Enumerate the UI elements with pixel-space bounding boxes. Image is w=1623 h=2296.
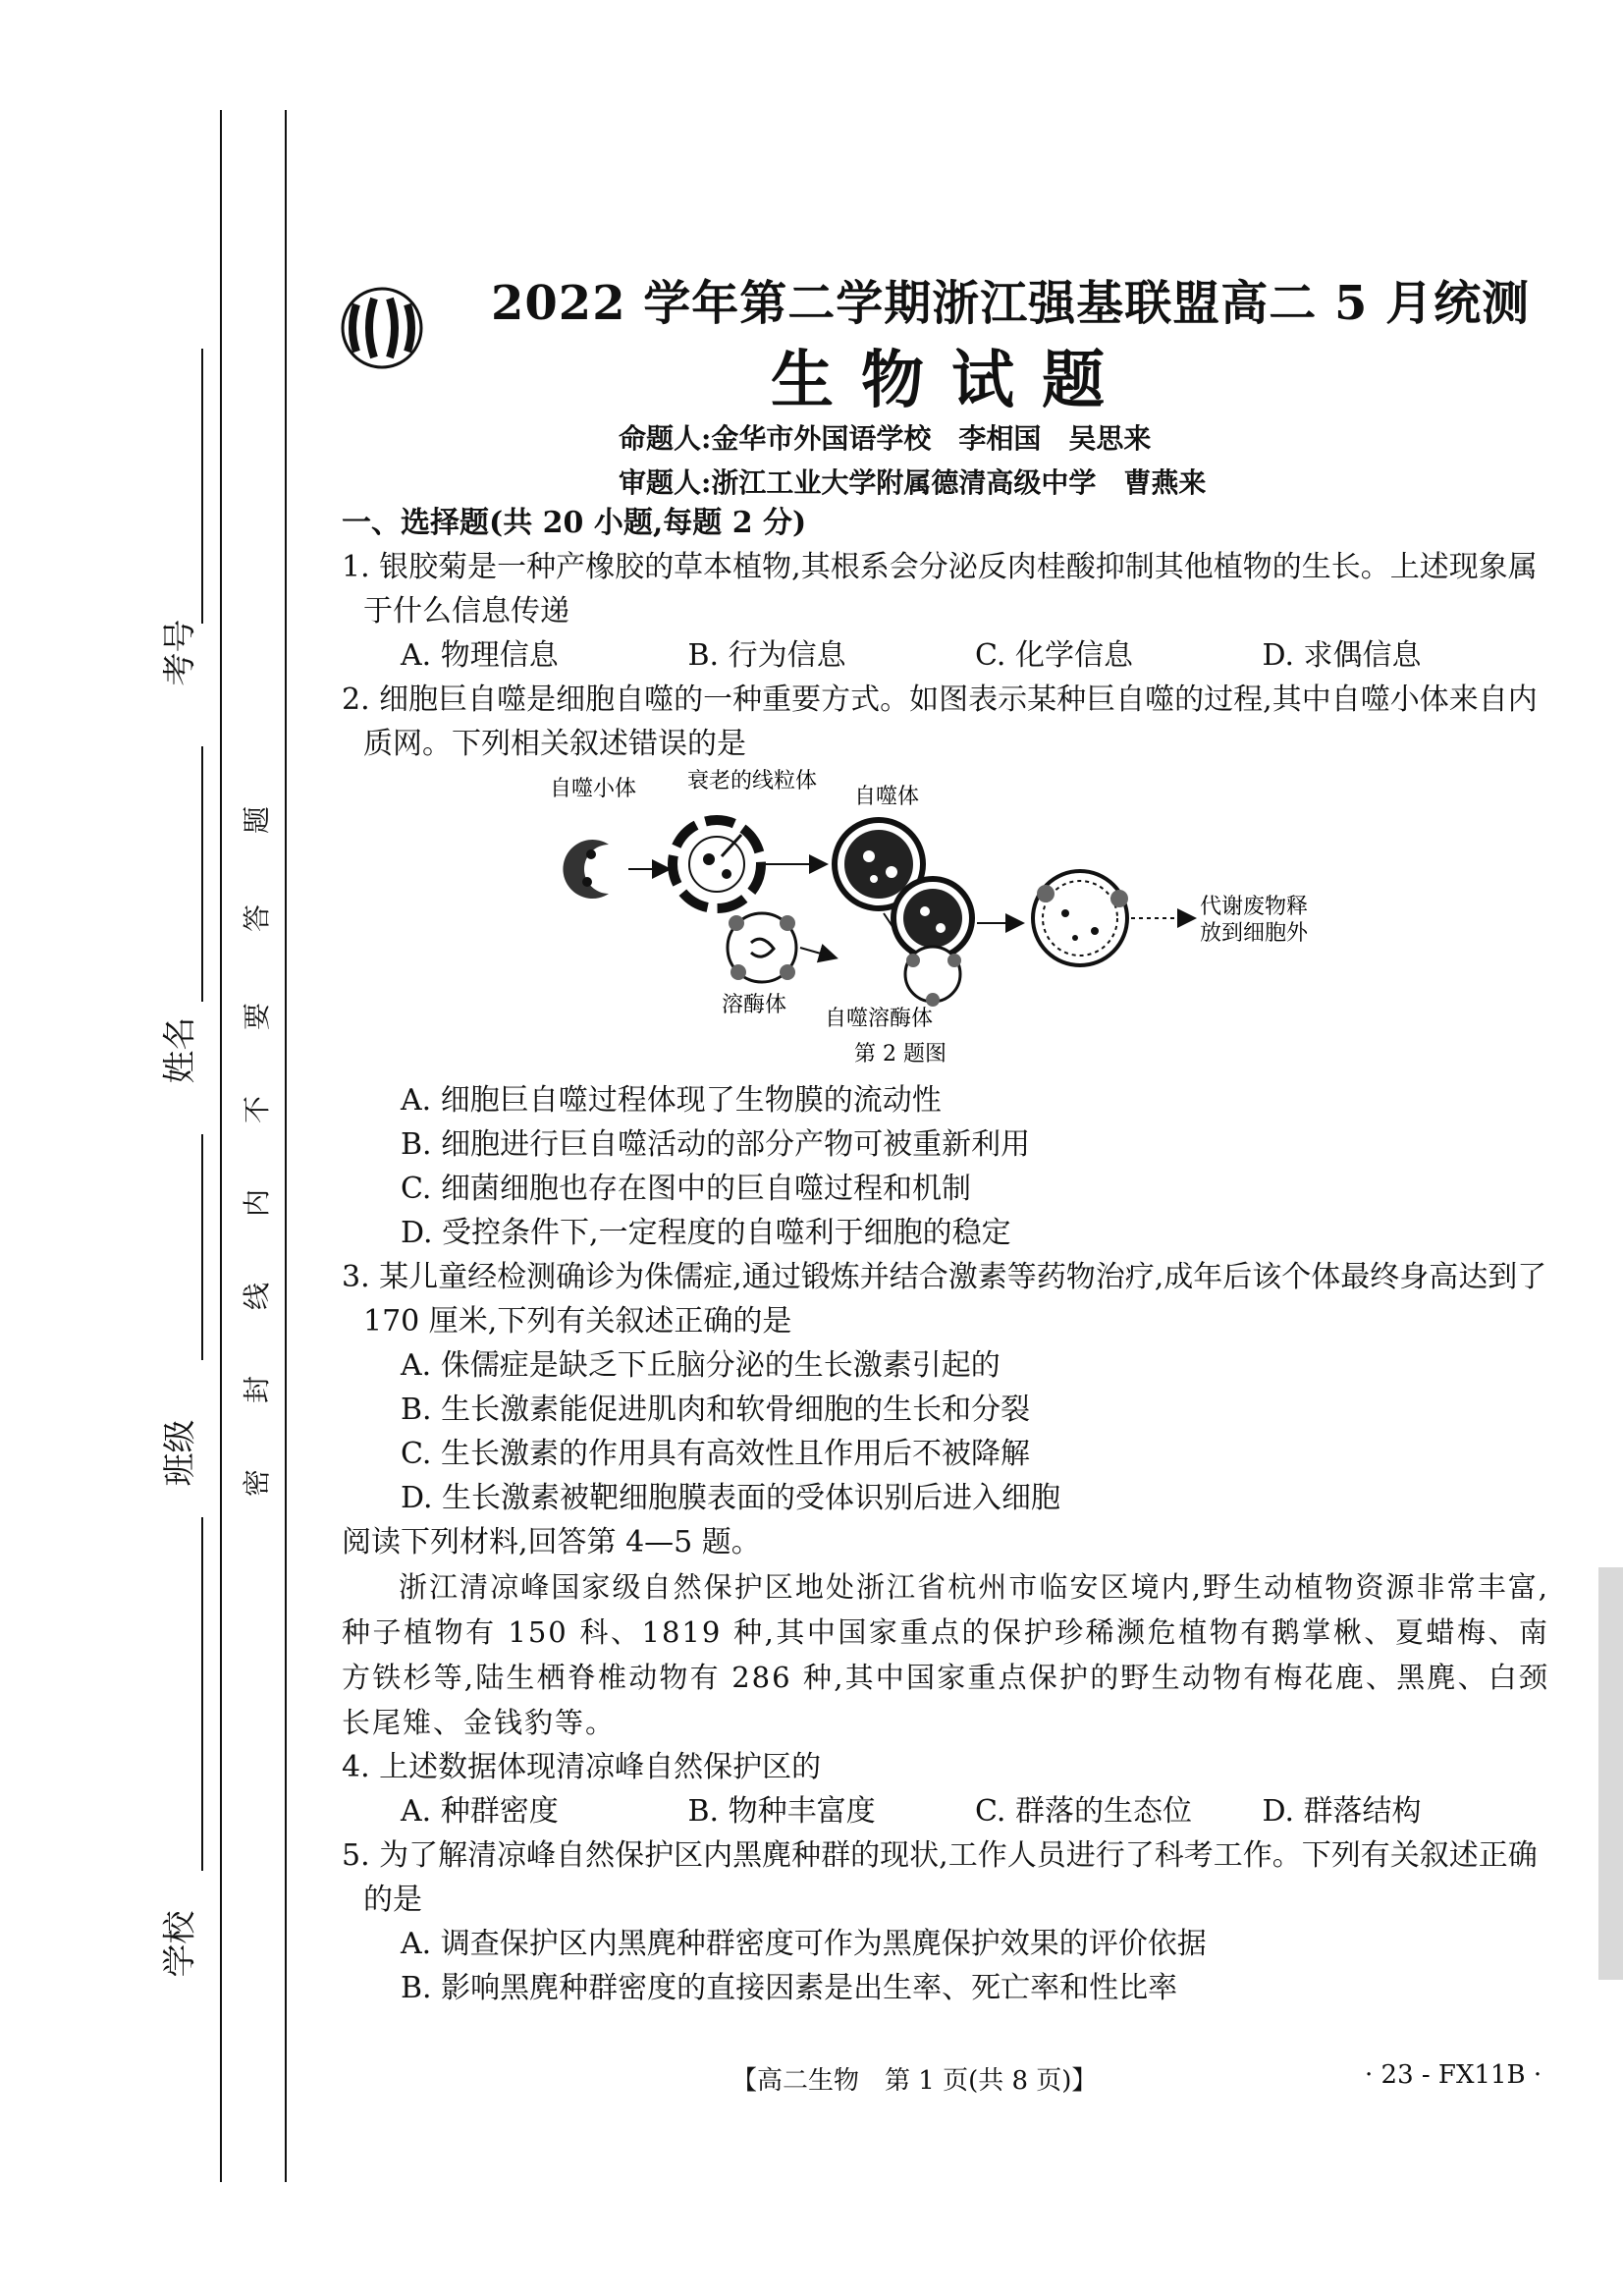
margin-line-outer	[220, 110, 222, 2182]
xuexiao-underline	[201, 1517, 203, 1871]
label-xingming: 姓名	[160, 1016, 200, 1084]
q4-option-b: B. 物种丰富度	[687, 1794, 876, 1829]
figure-caption: 第 2 题图	[854, 1042, 947, 1066]
reviewer-line: 审题人:浙江工业大学附属德清高级中学 曹燕来	[619, 466, 1207, 499]
setter-line: 命题人:金华市外国语学校 李相国 吴思来	[619, 422, 1152, 455]
exam-alliance-logo-icon	[339, 285, 425, 371]
q4-options	[342, 1789, 1549, 1833]
q1-option-a: A. 物理信息	[401, 638, 559, 673]
autophagy-diagram	[530, 766, 1309, 1070]
banji-underline	[201, 1134, 203, 1360]
seal-char-ti: 题	[241, 806, 273, 835]
label-autophagosome: 自噬体	[854, 785, 920, 809]
q4-option-a: A. 种群密度	[401, 1794, 559, 1829]
seal-char-xian: 线	[241, 1283, 273, 1311]
q1-stem: 1. 银胶菊是一种产橡胶的草本植物,其根系会分泌反肉桂酸抑制其他植物的生长。上述现象属于什么信息传递	[342, 550, 1538, 629]
q4-option-c: C. 群落的生态位	[975, 1794, 1192, 1829]
q3-option-c: C. 生长激素的作用具有高效性且作用后不被降解	[401, 1437, 1030, 1471]
seal-char-feng: 封	[241, 1376, 273, 1404]
q3-stem: 3. 某儿童经检测确诊为侏儒症,通过锻炼并结合激素等药物治疗,成年后该个体最终身高达到了 170 厘米,下列有关叙述正确的是	[342, 1260, 1547, 1339]
q1-option-b: B. 行为信息	[687, 638, 846, 673]
label-banji: 班级	[160, 1419, 200, 1487]
label-autophagic-vesicle: 自噬小体	[550, 777, 637, 801]
exam-title: 2022 学年第二学期浙江强基联盟高二 5 月统测	[491, 276, 1531, 331]
q2-option-d: D. 受控条件下,一定程度的自噬利于细胞的稳定	[401, 1216, 1011, 1250]
q2-option-b: B. 细胞进行巨自噬活动的部分产物可被重新利用	[401, 1127, 1031, 1162]
q1-option-d: D. 求偶信息	[1262, 638, 1422, 673]
label-autolysosome: 自噬溶酶体	[825, 1007, 934, 1031]
q5-stem: 5. 为了解清凉峰自然保护区内黑麂种群的现状,工作人员进行了科考工作。下列有关叙述正确的是	[342, 1838, 1538, 1917]
q4-option-d: D. 群落结构	[1262, 1794, 1422, 1829]
seal-char-mi: 密	[241, 1469, 273, 1498]
section-heading: 一、选择题(共 20 小题,每题 2 分)	[342, 506, 807, 540]
label-aged-mitochondria: 衰老的线粒体	[687, 769, 818, 793]
seal-char-yao: 要	[241, 1003, 273, 1031]
label-lysosome: 溶酶体	[722, 993, 787, 1017]
scan-edge-shadow	[1598, 1567, 1623, 1980]
q2-option-a: A. 细胞巨自噬过程体现了生物膜的流动性	[401, 1083, 942, 1118]
q2-stem: 2. 细胞巨自噬是细胞自噬的一种重要方式。如图表示某种巨自噬的过程,其中自噬小体来自内质网。下列相关叙述错误的是	[342, 683, 1538, 761]
label-release-line1: 代谢废物释	[1200, 895, 1309, 919]
seal-char-bu: 不	[241, 1096, 273, 1124]
autophagic-vesicle-shape	[563, 840, 609, 899]
q3-option-a: A. 侏儒症是缺乏下丘脑分泌的生长激素引起的	[401, 1348, 1001, 1383]
q3-option-b: B. 生长激素能促进肌肉和软骨细胞的生长和分裂	[401, 1393, 1031, 1427]
q1-option-c: C. 化学信息	[975, 638, 1133, 673]
q1-options	[342, 633, 1549, 678]
xingming-underline	[201, 746, 203, 1002]
label-kaohao: 考号	[160, 619, 200, 686]
kaohao-underline	[201, 349, 203, 624]
q5-option-a: A. 调查保护区内黑麂种群密度可作为黑麂保护效果的评价依据	[401, 1927, 1207, 1961]
seal-char-nei: 内	[241, 1189, 273, 1218]
q3-option-d: D. 生长激素被靶细胞膜表面的受体识别后进入细胞	[401, 1481, 1061, 1515]
footer-code: · 23 - FX11B ·	[1365, 2060, 1542, 2090]
q4-stem: 4. 上述数据体现清凉峰自然保护区的	[342, 1750, 822, 1784]
subject-title: 生物试题	[771, 344, 1132, 417]
reading-passage: 浙江清凉峰国家级自然保护区地处浙江省杭州市临安区境内,野生动植物资源非常丰富,种子植物有 150 科、1819 种,其中国家重点的保护珍稀濒危植物有鹅掌楸、夏蜡梅、南方铁杉等,陆生栖脊椎动物有 286 种,其中国家重点保护的野生动物有梅花鹿、黑麂、白颈长尾雉、金钱豹等。	[342, 1570, 1549, 1739]
q2-option-c: C. 细菌细胞也存在图中的巨自噬过程和机制	[401, 1172, 971, 1206]
footer-page-info: 【高二生物 第 1 页(共 8 页)】	[731, 2066, 1098, 2096]
q5-option-b: B. 影响黑麂种群密度的直接因素是出生率、死亡率和性比率	[401, 1971, 1178, 2005]
reading-intro: 阅读下列材料,回答第 4—5 题。	[342, 1525, 761, 1559]
seal-char-da: 答	[241, 904, 273, 933]
label-release-line2: 放到细胞外	[1200, 921, 1309, 946]
label-xuexiao: 学校	[160, 1910, 200, 1978]
margin-line-inner	[285, 110, 287, 2182]
